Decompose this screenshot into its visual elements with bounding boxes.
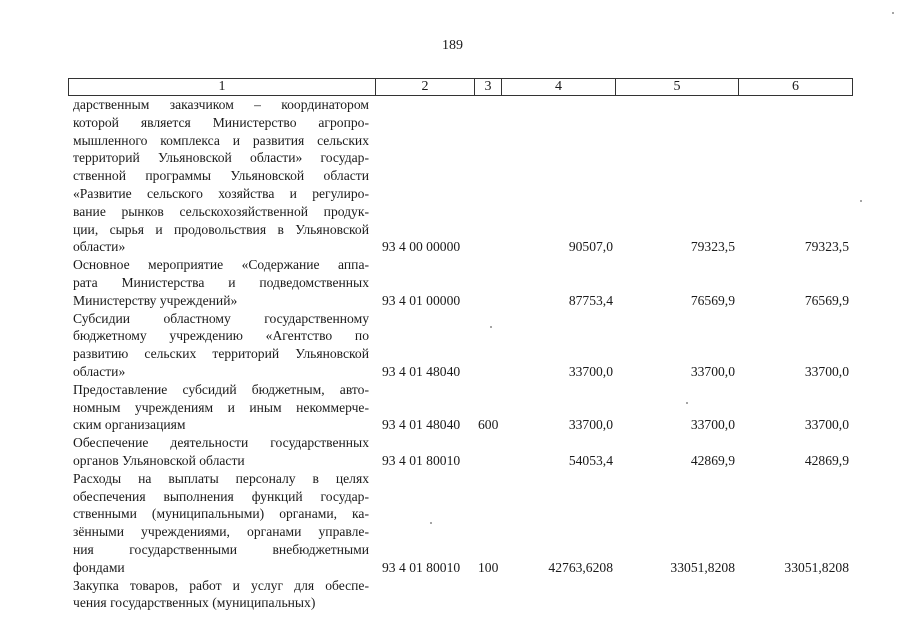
description-line: дарственным заказчиком – координатором [73,97,369,112]
expense-type: 100 [478,559,499,575]
description-line: зёнными учреждениями, органами управле- [73,524,369,540]
budget-code: 93 4 01 48040 [382,363,461,379]
expense-type: 600 [478,417,499,433]
scan-speck [860,200,862,202]
value-col5: 33051,8208 [670,559,735,575]
page-number: 189 [442,38,463,53]
description-line: вание рынков сельскохозяйственной продук- [73,203,369,219]
description-line: развитию сельских территорий Ульяновской [73,346,369,362]
description-line: «Развитие сельского хозяйства и регулиро- [73,185,369,201]
value-col6: 33700,0 [804,417,849,433]
value-col4: 87753,4 [568,292,613,308]
description-line: рата Министерства и подведомственных [73,274,369,290]
description-line: органов Ульяновской области [73,452,245,468]
budget-code: 93 4 01 80010 [382,559,461,575]
value-col5: 42869,9 [690,452,735,468]
row-description [73,577,369,613]
value-col4: 42763,6208 [548,559,613,575]
row-description [73,310,369,381]
description-line: чения государственных (муниципальных) [73,595,316,611]
description-line: ственной программы Ульяновской области [73,168,369,184]
description-line: Министерству учреждений» [73,292,238,308]
description-line: ния государственными внебюджетными [73,541,369,557]
description-line: области» [73,239,126,255]
value-col4: 90507,0 [568,239,613,255]
description-line: Основное мероприятие «Содержание аппа- [73,257,369,273]
description-line: Субсидии областному государственному [73,310,369,326]
description-line: которой является Министерство агропро- [73,114,369,130]
row-description [73,96,369,256]
column-header-6: 6 [739,79,853,96]
value-col4: 54053,4 [568,452,613,468]
value-col5: 79323,5 [690,239,735,255]
value-col6: 33700,0 [804,363,849,379]
table-row [0,434,905,470]
value-col6: 42869,9 [804,452,849,468]
description-line: мышленного комплекса и развития сельских [73,132,369,148]
column-header-4: 4 [502,79,616,96]
scan-speck [490,326,492,328]
row-description [73,381,369,434]
value-col6: 76569,9 [804,292,849,308]
row-description [73,434,369,470]
scan-speck [686,402,688,404]
value-col5: 33700,0 [690,363,735,379]
description-line: ским организациям [73,417,186,433]
value-col4: 33700,0 [568,363,613,379]
description-line: Обеспечение деятельности государственных [73,435,369,451]
scan-speck [430,522,432,524]
table-row [0,96,905,256]
row-description [73,256,369,309]
description-line: фондами [73,559,125,575]
column-header-5: 5 [616,79,739,96]
column-header-2: 2 [376,79,475,96]
table-row [0,470,905,577]
table-row [0,310,905,381]
description-line: территорий Ульяновской области» государ- [73,150,369,166]
value-col5: 33700,0 [690,417,735,433]
budget-code: 93 4 01 00000 [382,292,461,308]
value-col6: 79323,5 [804,239,849,255]
description-line: бюджетному учреждению «Агентство по [73,328,369,344]
column-header-3: 3 [475,79,502,96]
budget-code: 93 4 00 00000 [382,239,461,255]
description-line: ции, сырья и продовольствия в Ульяновской [73,221,369,237]
table-row [0,256,905,309]
description-line: Закупка товаров, работ и услуг для обеспе- [73,577,369,593]
row-description [73,470,369,577]
column-header-1: 1 [69,79,376,96]
value-col5: 76569,9 [690,292,735,308]
budget-code: 93 4 01 80010 [382,452,461,468]
table-row [0,381,905,434]
description-line: Предоставление субсидий бюджетным, авто- [73,381,369,397]
budget-code: 93 4 01 48040 [382,417,461,433]
description-line: номным учреждениям и иным некоммерче- [73,399,369,415]
table-row [0,577,905,613]
description-line: ственными (муниципальными) органами, ка- [73,506,369,522]
value-col6: 33051,8208 [784,559,849,575]
description-line: области» [73,363,126,379]
value-col4: 33700,0 [568,417,613,433]
description-line: Расходы на выплаты персоналу в целях [73,470,369,486]
description-line: обеспечения выполнения функций государ- [73,488,369,504]
column-header-table [68,78,853,96]
scan-speck [892,12,894,14]
